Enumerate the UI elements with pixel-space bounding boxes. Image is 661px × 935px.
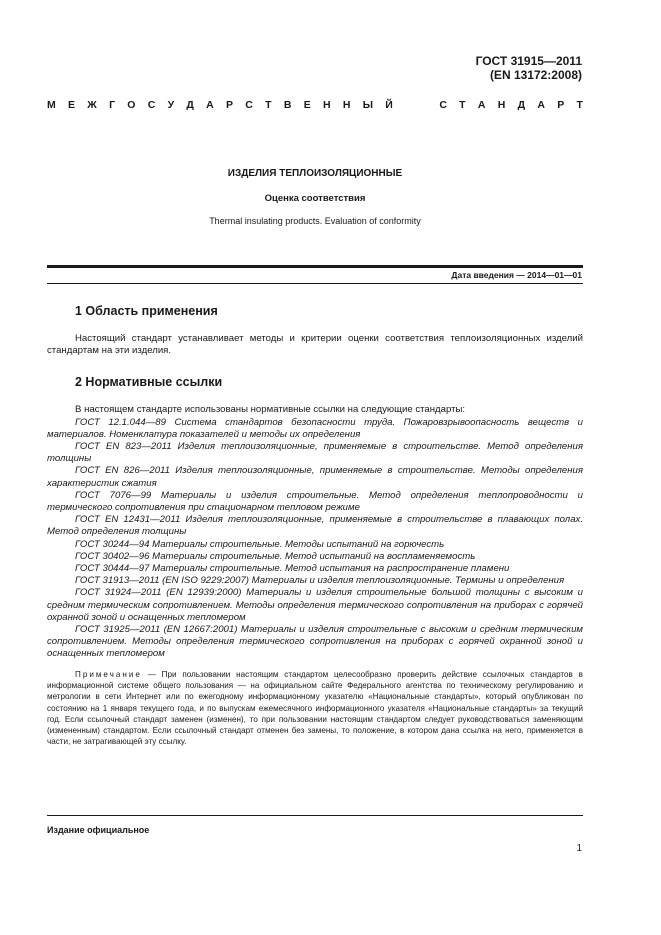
banner-letter: А (477, 99, 486, 111)
document-body (47, 304, 583, 748)
section-1-text: Настоящий стандарт устанавливает методы и критерии оценки соответствия теплоизоляционных изделий стандартам на эти изделия. (47, 333, 583, 357)
banner-letter: С (245, 99, 253, 111)
section-1-heading: 1 Область применения (75, 304, 218, 318)
banner-letter: Н (322, 99, 331, 111)
interstate-standard-banner (47, 99, 583, 111)
reference-list (47, 417, 583, 661)
date-of-introduction: Дата введения — 2014—01—01 (451, 270, 582, 280)
banner-letter: У (167, 99, 175, 111)
banner-letter: Г (109, 99, 116, 111)
reference-item: ГОСТ EN 823—2011 Изделия теплоизоляционные, применяемые в строительстве. Метод определения толщины (47, 441, 583, 465)
banner-letter: Р (226, 99, 234, 111)
reference-item: ГОСТ 31913—2011 (EN ISO 9229:2007) Материалы и изделия теплоизоляционные. Термины и определения (75, 575, 565, 587)
document-subtitle: Оценка соответствия (264, 193, 366, 204)
title-block (47, 168, 583, 227)
banner-letter: С (439, 99, 447, 111)
note-text: — При пользовании настоящим стандартом целесообразно проверить действие ссылочных стандартов в информационной системе общего пользования — на официальном сайте Федерального агентства по техническому регулированию и метрологии в сети Интернет или по ежегодному информационному указателю «Национальные стандарты», который опубликован по состоянию на 1 января текущего года, и по выпускам ежемесячного информационного указателя «Национальные стандарты» за текущий год. Если ссылочный стандарт заменен (изменен), то при пользовании настоящим стандартом следует руководствоваться заменяющим (измененным) стандартом. Если ссылочный стандарт отменен без замены, то положение, в котором дана ссылка на него, применяется в части, не затрагивающей эту ссылку. (47, 669, 583, 747)
note-label: Примечание (75, 669, 142, 679)
thick-divider (47, 265, 583, 268)
footer-divider (47, 815, 583, 816)
banner-letter: О (127, 99, 136, 111)
note-paragraph (47, 669, 583, 748)
standard-code: ГОСТ 31915—2011 (475, 54, 582, 68)
reference-item: ГОСТ 31925—2011 (EN 12667:2001) Материалы и изделия строительные с высоким и средним термическим сопротивлением. Методы определения термического сопротивления на приборах с горячей охранной зоной и оснащенных тепломером (47, 624, 583, 660)
section-2-intro: В настоящем стандарте использованы нормативные ссылки на следующие стандарты: (75, 404, 466, 416)
banner-letter: Ы (362, 99, 373, 111)
reference-item: ГОСТ 30444—97 Материалы строительные. Метод испытания на распространение пламени (75, 563, 510, 575)
document-title: ИЗДЕЛИЯ ТЕПЛОИЗОЛЯЦИОННЫЕ (227, 168, 403, 179)
banner-letter: Р (557, 99, 565, 111)
banner-letter: Д (517, 99, 526, 111)
banner-word-gap (405, 99, 427, 111)
banner-letter: Т (576, 99, 583, 111)
en-code: (EN 13172:2008) (489, 68, 582, 82)
reference-item: ГОСТ 30402—96 Материалы строительные. Метод испытаний на воспламеняемость (75, 550, 476, 562)
banner-letter: А (206, 99, 214, 111)
thin-divider (47, 283, 583, 284)
banner-letter: Н (342, 99, 351, 111)
banner-letter: Е (303, 99, 311, 111)
banner-letter: Т (265, 99, 272, 111)
section-2-heading: 2 Нормативные ссылки (75, 375, 223, 390)
banner-letter: Ж (87, 99, 97, 111)
banner-letter: Н (497, 99, 506, 111)
reference-item: ГОСТ 7076—99 Материалы и изделия строительные. Метод определения теплопроводности и термического сопротивления при стационарном тепловом режиме (47, 489, 583, 514)
banner-letter: А (537, 99, 545, 111)
banner-letter: Д (186, 99, 194, 111)
official-edition-label: Издание официальное (47, 825, 150, 835)
reference-item: ГОСТ 31924—2011 (EN 12939:2000) Материалы и изделия строительные большой толщины с высоким и средним термическим сопротивлением. Методы определения термического сопротивления на приборах с горячей охранной зоной и оснащенных тепломером (47, 587, 583, 623)
banner-letter: М (47, 99, 56, 111)
reference-item: ГОСТ EN 826—2011 Изделия теплоизоляционные, применяемые в строительстве. Методы определения характеристик сжатия (47, 465, 583, 489)
page-number: 1 (576, 843, 582, 854)
english-title: Thermal insulating products. Evaluation of conformity (209, 216, 421, 226)
reference-item: ГОСТ 30244—94 Материалы строительные. Методы испытаний на горючесть (75, 538, 445, 550)
reference-item: ГОСТ EN 12431—2011 Изделия теплоизоляционные, применяемые в строительстве в плавающих полах. Метод определения толщины (47, 514, 583, 538)
reference-item: ГОСТ 12.1.044—89 Система стандартов безопасности труда. Пожаровзрывоопасность веществ и материалов. Номенклатура показателей и методы их определения (47, 416, 583, 440)
banner-letter: Е (68, 99, 76, 111)
banner-letter: Т (459, 99, 466, 111)
banner-letter: В (283, 99, 292, 111)
banner-letter: Й (385, 99, 393, 111)
banner-letter: С (147, 99, 156, 111)
standard-designation (476, 54, 582, 82)
